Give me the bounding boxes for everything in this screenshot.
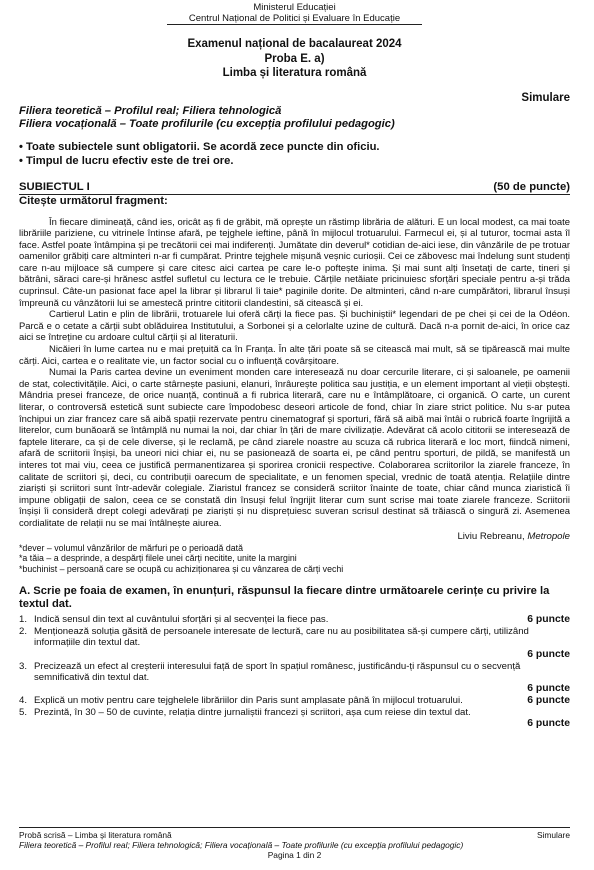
- rule-item: • Timpul de lucru efectiv este de trei ore.: [19, 154, 234, 167]
- requirement-points: 6 puncte: [527, 682, 570, 694]
- fragment-paragraph: Nicăieri în lume cartea nu e mai prețuită ca în Franța. În alte țări poate să se citească mai mult, să se tipărească mai multe cărți. Aici, cartea e o realitate vie, un factor social cu o influență covârșitoare.: [19, 344, 570, 367]
- simulation-badge: Simulare: [521, 91, 570, 104]
- work-title: Metropole: [527, 530, 570, 542]
- filiera-block: [19, 105, 570, 131]
- ministry-name: Ministerul Educației: [253, 2, 336, 13]
- exam-heading: [19, 37, 570, 81]
- footnote: *buchinist – persoană care se ocupă cu achiziționarea și cu vânzarea de cărți vechi: [19, 564, 344, 575]
- exam-title: Examenul național de bacalaureat 2024: [187, 38, 402, 50]
- requirement-text: Menționează soluția găsită de persoanele interesate de lectură, care nu au posibilitatea să-și cumpere cărți, utilizând informațiile din textul dat.: [34, 626, 529, 649]
- filiera-line-2: Filiera vocațională – Toate profilurile (cu excepția profilului pedagogic): [19, 117, 395, 130]
- footnote: *a tăia – a desprinde, a despărți filele unei cărți necitite, unite la margini: [19, 553, 297, 564]
- requirement-number: 5.: [19, 707, 28, 719]
- fragment-paragraph: Numai la Paris cartea devine un eveniment monden care interesează nu doar cercurile literare, ci și saloanele, pe oamenii de stat, colectivitățile. Aici, o carte stârnește pasiuni, elanuri, înrâurește politica sau justiția, e un element important al vieții obștești. Mândria presei franceze, de orice nuanță, continuă a fi rubrica literară, care nu e întâmplătoare, ci organică. O carte, un curent literar, o controversă estetică sunt subiecte care împodobesc deseori articole de fond, chiar în ziare strict politice. Nu s-ar putea închipui un ziar francez care să aibă spații rezervate pentru cinematograf și sporturi, fără să aibă mai întâi o rubrică foarte îngrijită a literelor, cum bunăoară se întâmplă nu numai la noi, dar chiar în țări de mare civilizație. Adevărat că acolo cititorii se interesează de faptele literare, ca și de cele diverse, și le reclamă, pe când ziarele noastre au scuza că rubrica literară e loc mort, fiindcă nimeni, afară de scriitorii înșiși, ba uneori nici chiar ei, nu se pasionează de soarta ei, pe când pentru sporturi, de pildă, se manifestă un interes tot mai viu, ceea ce justifică permanentizarea și sporirea cronicii respective. Colaborarea scriitorilor la ziarele franceze, în calitate de scriitori și, deci, cu contribuții oarecum de specialitate, e un fenomen special, vrednic de toată atenția. Relațiile dintre ziariști și scriitori sunt într-adevăr colegiale. Ziaristul francez se consideră scriitor înainte de toate, chiar când munca ziaristică îi impune obligații de salon, ceea ce se constată din însuși felul îngrijit literar cum sunt scrise mai toate ziarele franceze. Scriitorii înșiși îi consideră drept colegi adevărați pe ziariști și nu disprețuiesc suveran scrisul destinat să trăiască o singură zi. Asemenea cordialitate de relații nu se mai întâlnește aiurea.: [19, 367, 570, 529]
- requirement-text: Indică sensul din text al cuvântului sforțări și al secvenței la fiece pas.: [34, 613, 329, 625]
- requirement-item: [19, 614, 570, 625]
- requirements-list: [19, 614, 570, 729]
- requirement-number: 1.: [19, 613, 28, 625]
- page-footer: [19, 827, 570, 860]
- requirement-points: 6 puncte: [527, 694, 570, 706]
- read-instruction: Citește următorul fragment:: [19, 194, 168, 207]
- exam-subject: Limba și literatura română: [222, 67, 367, 79]
- requirement-text: Precizează un efect al creșterii interesului față de sport în spațiul românesc, justificându-ți răspunsul cu o secvență semnificativă din textul dat.: [34, 660, 521, 683]
- subject-title: SUBIECTUL I: [19, 180, 90, 193]
- requirement-item: [19, 707, 570, 729]
- footer-proba: Probă scrisă – Limba și literatura română: [19, 830, 172, 840]
- requirement-number: 3.: [19, 660, 28, 672]
- section-a-title: A. Scrie pe foaia de examen, în enunțuri, răspunsul la fiecare dintre următoarele cerințe cu privire la textul dat.: [19, 584, 550, 611]
- filiera-line-1: Filiera teoretică – Profilul real; Filiera tehnologică: [19, 104, 282, 117]
- author-signature: [19, 531, 570, 542]
- requirement-number: 4.: [19, 694, 28, 706]
- requirement-item: [19, 661, 570, 694]
- requirement-text: Explică un motiv pentru care tejghelele librăriilor din Paris sunt amplasate până în mijlocul trotuarului.: [34, 694, 463, 706]
- requirement-item: [19, 626, 570, 659]
- footnotes: [19, 543, 570, 575]
- rule-item: • Toate subiectele sunt obligatorii. Se acordă zece puncte din oficiu.: [19, 140, 380, 153]
- requirement-text: Prezintă, în 30 – 50 de cuvinte, relația dintre jurnaliștii francezi și scriitori, așa cum reiese din textul dat.: [34, 707, 471, 719]
- text-fragment: [19, 217, 570, 530]
- subject-points: (50 de puncte): [493, 180, 570, 193]
- document-header: [19, 0, 570, 25]
- requirement-points: 6 puncte: [527, 718, 570, 730]
- exam-rules: [19, 140, 570, 168]
- center-name: Centrul Național de Politici și Evaluare în Educație: [167, 13, 422, 25]
- footnote: *dever – volumul vânzărilor de mărfuri pe o perioadă dată: [19, 542, 243, 553]
- fragment-paragraph: Cartierul Latin e plin de librării, trotuarele lui oferă cărți la fiece pas. Și buchiniștii* legendari de pe chei și cei de la Odéon. Parcă e o cetate a cărții subt oblăduirea Institutului, a Sorbonei și a celorlalte uzine de cultură. Dacă n-a pornit de-aici, în orice caz aici se întreține cu ardoare cultul cărții și al literaturii.: [19, 309, 570, 344]
- requirement-item: [19, 695, 570, 706]
- fragment-paragraph: În fiecare dimineață, când ies, oricât aș fi de grăbit, mă oprește un răstimp librăria de alături. E un local modest, ca mai toate librăriile pariziene, cu vitrinele întinse afară, pe tejghele ieftine, până în mijlocul trotuarului. Farmecul ei, și al tuturor, tocmai asta îl face. Astfel poate întâmpina și pe trecătorii cei mai indiferenți. Jumătate din deverul* cotidian de-aici iese, din vânzările de pe trotuar oamenilor grăbiți care altminteri n-ar fi cumpărat. Printre tejghele mișună veșnic curioșii. Cei ce zăbovesc mai îndelung sunt studenți care n-au mijloace să cumpere și care citesc aici cartea pe care le-o poftește inima. Și mai sunt alți însetați de carte, tineri și bătrâni, săraci care-și hrănesc astfel sufletul cu lectura ce le trebuie. Cărțile netăiate pricinuiesc sforțări speciale pentru a-și trăda cuprinsul. Câte-un pasionat face apel la librar și librarul îi taie* paginile dorite. De altminteri, când n-are cumpărători, librarul însuși împreună cu vânzătorii lui se amestecă printre cititorii clandestini, să citească și ei.: [19, 216, 570, 309]
- footer-filiera: Filiera teoretică – Profilul real; Filiera tehnologică; Filiera vocațională – Toate profilurile (cu excepția profilului pedagogic): [19, 840, 464, 850]
- page-number: Pagina 1 din 2: [267, 850, 322, 860]
- exam-proba: Proba E. a): [264, 52, 325, 65]
- footer-simulare: Simulare: [536, 830, 570, 840]
- requirement-points: 6 puncte: [527, 648, 570, 660]
- requirement-points: 6 puncte: [527, 613, 570, 625]
- requirement-number: 2.: [19, 626, 28, 638]
- subject-heading: [19, 181, 570, 195]
- author-name: Liviu Rebreanu,: [457, 530, 525, 542]
